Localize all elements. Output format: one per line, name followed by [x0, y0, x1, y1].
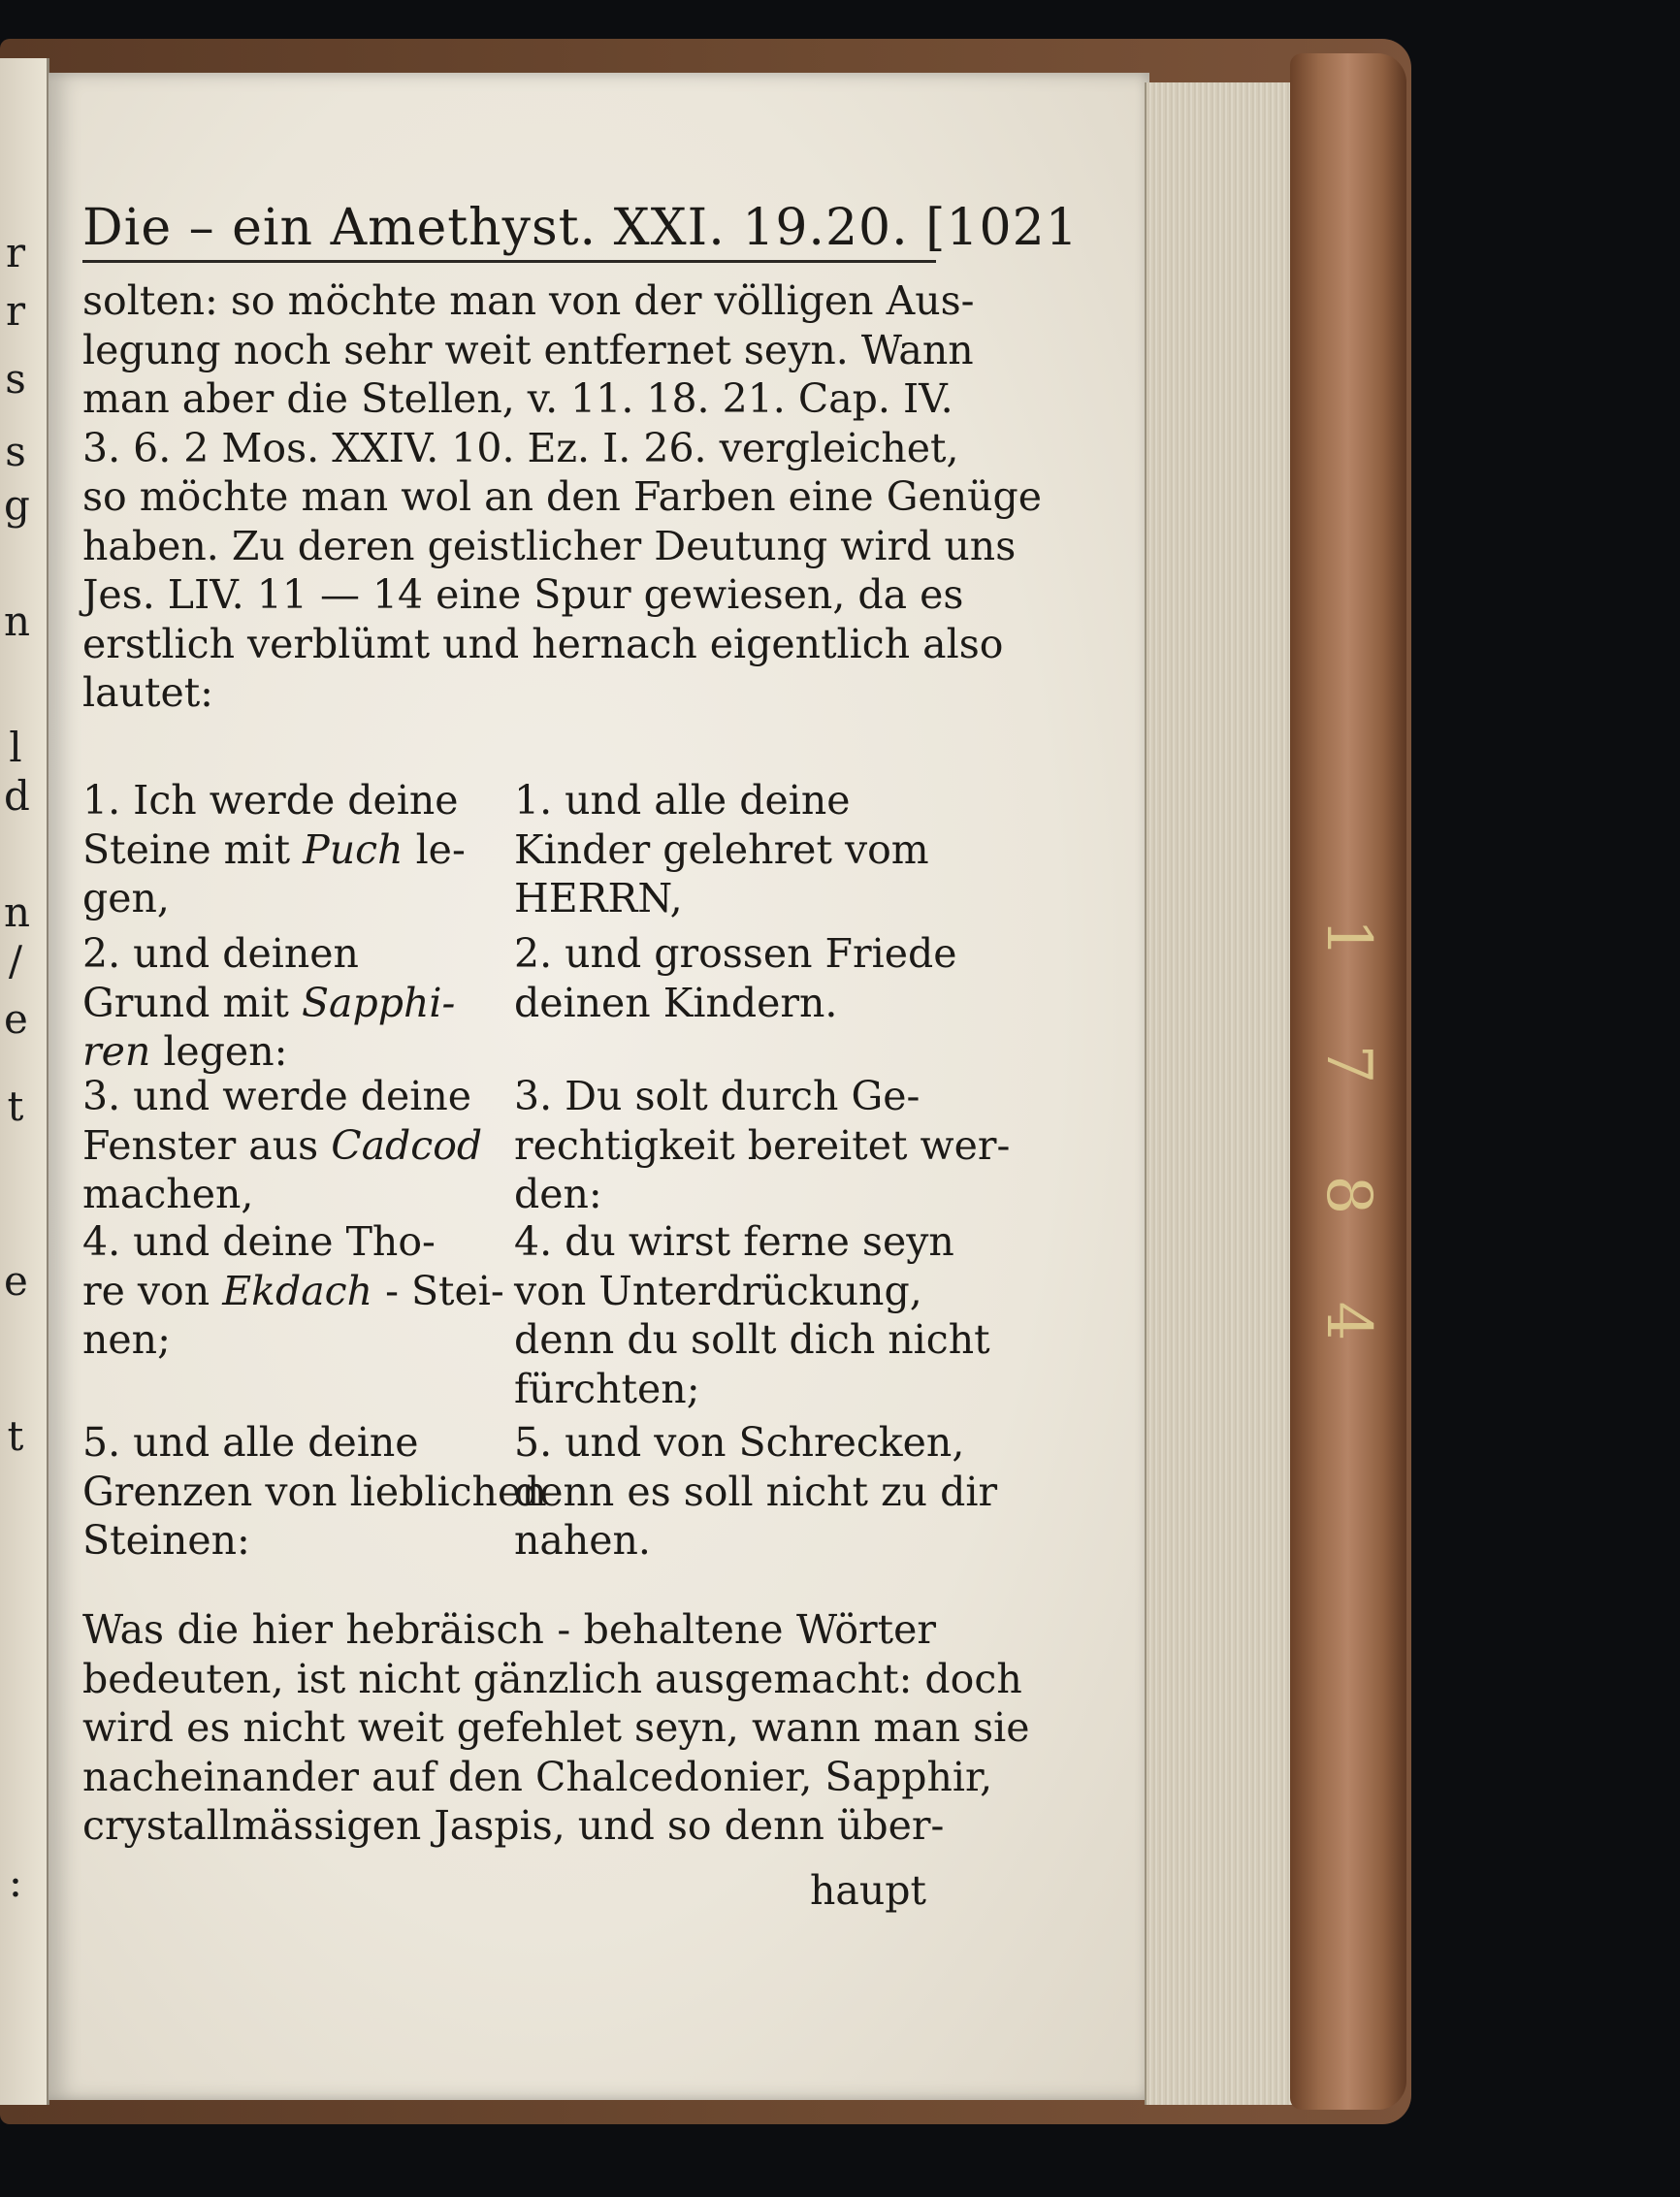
verse-line: 3. und werde deine — [82, 1073, 472, 1119]
text-line: 3. 6. 2 Mos. XXIV. 10. Ez. I. 26. vergleichet, — [82, 424, 959, 471]
verse-item — [514, 1072, 1011, 1219]
left-page-fragment: : — [8, 1858, 23, 1906]
verse-line: 4. du wirst ferne seyn — [514, 1218, 954, 1265]
running-header: Die – ein Amethyst. XXI. 19.20. [1021 — [82, 199, 1079, 257]
verse-item — [514, 929, 957, 1027]
verse-line: 1. Ich werde deine — [82, 777, 459, 824]
verse-item — [82, 1418, 547, 1566]
left-page-fragment: d — [4, 772, 30, 820]
verse-line: denn es soll nicht zu dir — [514, 1468, 998, 1515]
verse-line: 5. und alle deine — [82, 1419, 419, 1466]
verse-item — [514, 1418, 998, 1566]
verse-line: Steine mit Puch le- — [82, 825, 466, 873]
verse-line: re von Ekdach - Stei- — [82, 1267, 504, 1314]
text-line: so möchte man wol an den Farben eine Genüge — [82, 473, 1043, 520]
text-line: crystallmässigen Jaspis, und so denn über- — [82, 1802, 945, 1849]
page-block-edges — [1145, 82, 1292, 2105]
text-line: solten: so möchte man von der völligen Aus- — [82, 277, 975, 324]
verse-line: 5. und von Schrecken, — [514, 1419, 965, 1466]
verse-item — [82, 776, 470, 923]
verse-line: nahen. — [514, 1517, 651, 1564]
verse-line: ren legen: — [82, 1028, 288, 1075]
left-page-fragment: / — [8, 937, 23, 985]
text-line: Jes. LIV. 11 — 14 eine Spur gewiesen, da es — [82, 571, 964, 618]
left-page-fragment: r — [5, 229, 26, 276]
verse-line: von Unterdrückung, — [514, 1267, 922, 1314]
text-line: man aber die Stellen, v. 11. 18. 21. Cap. IV. — [82, 375, 953, 422]
left-page-fragment: t — [7, 1412, 24, 1460]
verse-line: fürchten; — [514, 1365, 700, 1412]
left-page-fragment: s — [5, 428, 26, 475]
left-page-text-fragments — [0, 58, 29, 2105]
left-page-fragment: n — [4, 888, 31, 936]
verse-line: rechtigkeit bereitet wer- — [514, 1121, 1011, 1169]
verse-line: 1. und alle deine — [514, 777, 851, 824]
verse-line: machen, — [82, 1171, 254, 1217]
catchword: haupt — [810, 1867, 926, 1914]
verse-line: deinen Kindern. — [514, 979, 838, 1026]
text-line: nacheinander auf den Chalcedonier, Sapphir, — [82, 1753, 993, 1800]
left-page-fragment: g — [4, 481, 30, 529]
intro-paragraph — [82, 276, 1043, 718]
left-page-fragment: e — [4, 995, 28, 1043]
left-page-fragment: r — [5, 287, 26, 335]
verse-line: denn du sollt dich nicht — [514, 1316, 990, 1363]
text-line: Was die hier hebräisch - behaltene Wörter — [82, 1606, 936, 1653]
verse-line: den: — [514, 1171, 602, 1217]
verse-item — [514, 776, 931, 923]
left-page-fragment: l — [9, 724, 22, 771]
spine-digit: 8 — [1312, 1175, 1384, 1215]
text-line: lautet: — [82, 669, 213, 716]
text-line: wird es nicht weit gefehlet seyn, wann man sie — [82, 1704, 1030, 1751]
verse-item — [82, 1072, 483, 1219]
verse-line: 2. und deinen — [82, 930, 359, 977]
verse-line: nen; — [82, 1316, 171, 1363]
spine-label — [1300, 902, 1397, 1445]
verse-line: 4. und deine Tho- — [82, 1218, 436, 1265]
left-page-fragment: t — [7, 1082, 24, 1130]
verse-line: 3. Du solt durch Ge- — [514, 1073, 921, 1119]
left-page-fragment: n — [4, 598, 31, 645]
text-line: bedeuten, ist nicht gänzlich ausgemacht: doch — [82, 1655, 1022, 1702]
verse-item — [514, 1217, 990, 1413]
verse-line: Grund mit Sapphi- — [82, 979, 456, 1026]
verse-line: gen, — [82, 875, 170, 921]
verse-item — [82, 929, 470, 1077]
spine-digit: 7 — [1312, 1044, 1384, 1084]
spine-digit: 4 — [1312, 1301, 1384, 1341]
verse-line: Steinen: — [82, 1517, 250, 1564]
verse-line: HERRN, — [514, 875, 683, 921]
verse-item — [82, 1217, 504, 1365]
header-rule — [82, 260, 936, 263]
verse-line: Fenster aus Cadcod — [82, 1121, 483, 1169]
text-line: haben. Zu deren geistlicher Deutung wird uns — [82, 522, 1017, 569]
verse-line: 2. und grossen Friede — [514, 930, 957, 977]
left-page-fragment: e — [4, 1257, 28, 1305]
verse-line: Grenzen von lieblichen — [82, 1468, 547, 1515]
spine-digit: 1 — [1312, 918, 1384, 958]
text-line: legung noch sehr weit entfernet seyn. Wann — [82, 326, 974, 373]
text-line: erstlich verblümt und hernach eigentlich also — [82, 620, 1004, 667]
closing-paragraph — [82, 1605, 1030, 1851]
left-page-fragment: s — [5, 355, 26, 403]
verse-line: Kinder gelehret vom — [514, 825, 929, 873]
